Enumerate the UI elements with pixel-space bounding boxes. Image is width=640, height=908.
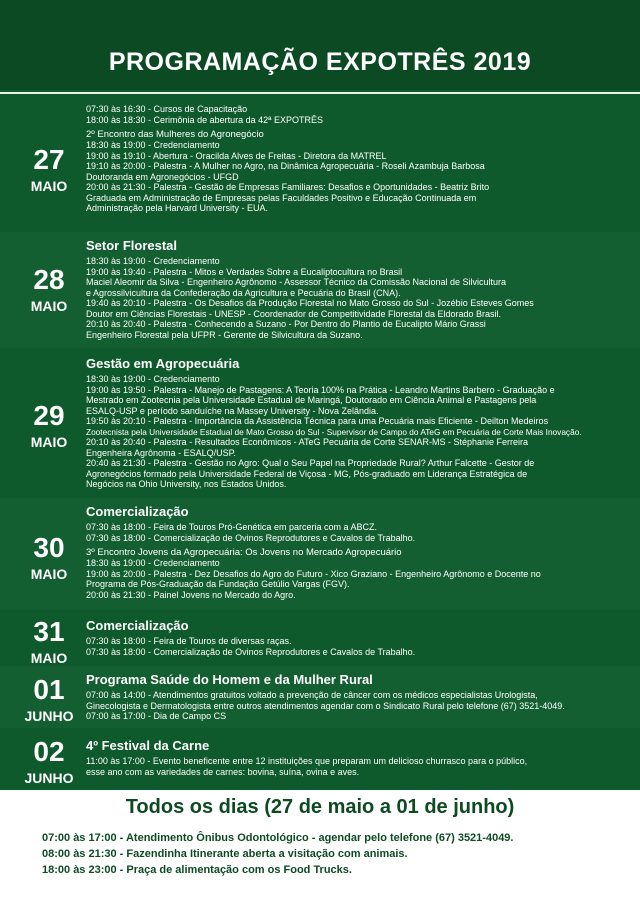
schedule-line: 07:30 às 18:00 - Feira de Touros Pró-Genética em parceria com a ABCZ. <box>86 522 377 532</box>
schedule-line: Maciel Aleomir da Silva - Engenheiro Agrônomo - Assessor Técnico da Comissão Nacional de Silvicultura <box>86 277 507 287</box>
schedule-line: 19:10 às 20:00 - Palestra - A Mulher no Agro, na Dinâmica Agropecuária - Roseli Azambuja Barbosa <box>86 161 485 171</box>
section-heading: Setor Florestal <box>86 238 178 253</box>
day-panel-29 <box>0 348 640 498</box>
schedule-line: 07:30 às 18:00 - Comercialização de Ovinos Reprodutores e Cavalos de Trabalho. <box>86 646 416 657</box>
schedule-line: 18:30 às 19:00 - Credenciamento <box>86 558 220 568</box>
day-panel-02 <box>0 728 640 790</box>
date-block <box>14 266 84 314</box>
date-month: MAIO <box>30 650 68 666</box>
date-day: 02 <box>33 736 65 767</box>
schedule-line: 18:30 às 19:00 - Credenciamento <box>86 256 220 266</box>
date-day: 30 <box>33 532 65 563</box>
schedule-line: Engenheiro Florestal pela UFPR - Gerente de Silvicultura da Suzano. <box>86 329 363 340</box>
schedule-line: Agronegócios formado pela Universidade Federal de Viçosa - MG, Pós-graduado em Liderança Estratégica de <box>86 468 528 479</box>
date-month: MAIO <box>30 434 68 450</box>
schedule-line: 19:40 às 20:10 - Palestra - Os Desafios da Produção Florestal no Mato Grosso do Sul - Jozébio Esteves Gomes <box>86 298 534 308</box>
page-title: PROGRAMAÇÃO EXPOTRÊS 2019 <box>108 48 532 76</box>
schedule-line: 07:30 às 16:30 - Cursos de Capacitação <box>86 104 248 114</box>
date-block <box>14 618 84 666</box>
section-heading: 4º Festival da Carne <box>86 738 210 753</box>
footer-lines <box>42 830 602 878</box>
schedule-line: Mestrado em Zootecnia pela Universidade Estadual de Maringá, Doutorado em Ciência Animal e Pastagens pela <box>86 395 537 405</box>
date-day: 31 <box>33 616 65 647</box>
schedule-line: ESALQ-USP e período sanduíche na Massey University - Nova Zelândia. <box>86 405 379 416</box>
day-content <box>86 238 612 340</box>
schedule-line: 20:40 às 21:30 - Palestra - Gestão no Agro: Qual o Seu Papel na Propriedade Rural? Arthur Falcette - Gestor de <box>86 458 535 468</box>
day-panel-28 <box>0 232 640 348</box>
schedule-line: Doutoranda em Agronegócios - UFGD <box>86 171 239 182</box>
date-block <box>14 738 84 786</box>
date-month: MAIO <box>30 566 68 582</box>
date-day: 29 <box>33 400 65 431</box>
schedule-line: 20:10 às 20:40 - Palestra - Conhecendo a Suzano - Por Dentro do Plantio de Eucalipto Mário Grassi <box>86 319 486 329</box>
day-panel-31 <box>0 610 640 666</box>
date-day: 28 <box>33 264 65 295</box>
day-content <box>86 738 612 777</box>
footer-title: Todos os dias (27 de maio a 01 de junho) <box>125 796 515 818</box>
day-content <box>86 618 612 657</box>
schedule-line: Negócios na Ohio University, nos Estados Unidos. <box>86 479 287 489</box>
subheading: 2º Encontro das Mulheres do Agronegócio <box>86 129 264 140</box>
schedule-line: 19:00 às 19:10 - Abertura - Oracilda Alves de Freitas - Diretora da MATREL <box>86 150 387 161</box>
schedule-line: 19:00 às 20:00 - Palestra - Dez Desafios do Agro do Futuro - Xico Graziano - Engenheiro Agrônomo e Docente no <box>86 568 541 579</box>
day-content <box>86 504 612 600</box>
schedule-line: esse ano com as variedades de carnes: bovina, suína, ovina e aves. <box>86 766 360 777</box>
header <box>0 0 640 90</box>
schedule-line: Doutor em Ciências Florestais - UNESP - Coordenador de Competitividade Florestal da Eldorado Brasil. <box>86 308 502 319</box>
schedule-line: 07:00 às 14:00 - Atendimentos gratuitos voltado a prevenção de câncer com os médicos especialistas Urologista, <box>86 690 538 700</box>
schedule-line: Zootecnista pela Universidade Estadual de Mato Grosso do Sul - Supervisor de Campo do ATeG em Pecuária de Corte Mais Inovação. <box>86 426 582 437</box>
schedule-line: 20:00 às 21:30 - Painel Jovens no Mercado do Agro. <box>86 589 296 600</box>
day-content <box>86 356 612 490</box>
schedule-line: 18:30 às 19:00 - Credenciamento <box>86 140 220 150</box>
section-heading: Programa Saúde do Homem e da Mulher Rural <box>86 672 373 687</box>
footer-line: 18:00 às 23:00 - Praça de alimentação com os Food Trucks. <box>42 864 352 876</box>
footer-line: 07:00 às 17:00 - Atendimento Ônibus Odontológico - agendar pelo telefone (67) 3521-4049. <box>42 832 514 844</box>
date-day: 27 <box>33 144 65 175</box>
section-heading: Gestão em Agropecuária <box>86 356 240 371</box>
schedule-line: 07:30 às 18:00 - Feira de Touros de diversas raças. <box>86 636 292 646</box>
date-day: 01 <box>33 674 65 705</box>
schedule-line: Ginecologista e Dermatologista entre outros atendimentos agendar com o Sindicato Rural pelo telefone (67) 3521-4049. <box>86 700 565 711</box>
footer-line: 08:00 às 21:30 - Fazendinha Itinerante aberta a visitação com animais. <box>42 848 408 860</box>
schedule-line: 07:00 às 17:00 - Dia de Campo CS <box>86 711 227 721</box>
schedule-line: 19:00 às 19:40 - Palestra - Mitos e Verdades Sobre a Eucaliptocultura no Brasil <box>86 266 403 277</box>
date-month: MAIO <box>30 178 68 194</box>
schedule-line: Graduada em Administração de Empresas pelas Faculdades Positivo e Educação Continuada em <box>86 192 477 203</box>
date-month: MAIO <box>30 298 68 314</box>
date-block <box>14 146 84 194</box>
date-month: JUNHO <box>24 708 74 724</box>
day-panel-27 <box>0 94 640 232</box>
schedule-line: 19:00 às 19:50 - Palestra - Manejo de Pastagens: A Teoria 100% na Prática - Leandro Martins Barbero - Graduação e <box>86 384 555 395</box>
day-content <box>86 672 612 722</box>
schedule-line: 20:10 às 20:40 - Palestra - Resultados Econômicos - ATeG Pecuária de Corte SENAR-MS - Stéphanie Ferreira <box>86 437 529 447</box>
section-heading: Comercialização <box>86 618 189 633</box>
schedule-line: Engenheira Agrônoma - ESALQ/USP. <box>86 447 236 458</box>
day-panel-30 <box>0 498 640 610</box>
schedule-line: 20:00 às 21:30 - Palestra - Gestão de Empresas Familiares: Desafios e Oportunidades - Beatriz Brito <box>86 182 490 192</box>
section-heading: Comercialização <box>86 504 189 519</box>
subheading: 3º Encontro Jovens da Agropecuária: Os Jovens no Mercado Agropecuário <box>86 547 402 558</box>
schedule-line: 19:50 às 20:10 - Palestra - Importância da Assistência Técnica para uma Pecuária mais Eficiente - Deilton Medeiros <box>86 416 549 426</box>
date-month: JUNHO <box>24 770 74 786</box>
date-block <box>14 402 84 450</box>
day-content <box>86 104 612 214</box>
date-block <box>14 676 84 724</box>
schedule-line: 18:00 às 18:30 - Cerimônia de abertura da 42ª EXPOTRÊS <box>86 114 323 125</box>
date-block <box>14 534 84 582</box>
schedule-line: 11:00 às 17:00 - Evento beneficente entre 12 instituições que preparam um delicioso churrasco para o público, <box>86 756 528 766</box>
schedule-line: 18:30 às 19:00 - Credenciamento <box>86 374 220 384</box>
footer <box>0 790 640 908</box>
schedule-line: Administração pela Harvard University - EUA. <box>86 203 269 213</box>
schedule-line: e Agrossilvicultura da Confederação da Agricultura e Pecuária do Brasil (CNA). <box>86 287 401 298</box>
day-panel-01 <box>0 666 640 728</box>
schedule-line: Programa de Pós-Graduação da Fundação Getúlio Vargas (FGV). <box>86 579 350 589</box>
schedule-line: 07:30 às 18:00 - Comercialização de Ovinos Reprodutores e Cavalos de Trabalho. <box>86 532 416 543</box>
